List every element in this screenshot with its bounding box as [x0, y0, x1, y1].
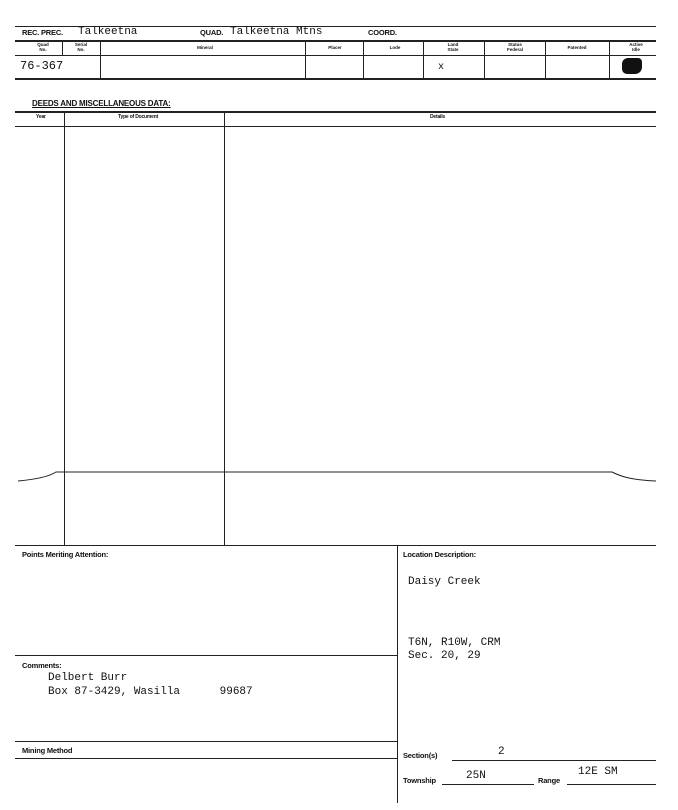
hdr-divider-1 — [62, 41, 63, 55]
col-year: Year — [36, 114, 46, 120]
hdr-divider-7 — [545, 41, 546, 78]
hdr-divider-5 — [423, 41, 424, 78]
mining-method-label: Mining Method — [22, 746, 73, 755]
col-serial-no: Serial No. — [74, 42, 88, 52]
points-bottom-rule — [15, 655, 397, 656]
hdr-divider-8 — [609, 41, 610, 78]
comments-bottom-rule — [15, 741, 397, 742]
township-underline — [442, 784, 534, 785]
coord-label: COORD. — [368, 28, 397, 37]
sections-underline — [452, 760, 656, 761]
location-section-line: Sec. 20, 29 — [408, 650, 481, 662]
comments-name: Delbert Burr — [48, 672, 128, 684]
comments-label: Comments: — [22, 661, 62, 670]
page-fold-curve — [0, 468, 678, 492]
col-mineral: Mineral — [197, 45, 213, 50]
deeds-bottom-rule — [15, 545, 656, 546]
col-quad-no: Quad No. — [37, 42, 49, 52]
header-bottom-rule — [15, 78, 656, 80]
col-placer: Placer — [328, 45, 342, 50]
rec-prec-label: REC. PREC. — [22, 28, 63, 37]
header-sub-rule — [15, 55, 656, 56]
quad-value: Talkeetna Mtns — [230, 26, 323, 38]
header-mid-rule — [15, 40, 656, 42]
hdr-divider-3 — [305, 41, 306, 78]
range-label: Range — [538, 776, 560, 785]
active-blot — [622, 58, 642, 74]
lower-center-divider — [397, 545, 398, 803]
col-status-federal: Status Federal — [506, 42, 523, 52]
range-underline — [567, 784, 656, 785]
location-township-line: T6N, R10W, CRM — [408, 637, 501, 649]
range-value: 12E SM — [578, 766, 618, 778]
quad-no-value: 76-367 — [20, 59, 64, 73]
land-state-mark: x — [438, 62, 445, 73]
location-place: Daisy Creek — [408, 576, 481, 588]
col-patented: Patented — [567, 45, 587, 50]
deeds-top-rule — [15, 111, 656, 113]
location-label: Location Description: — [403, 550, 476, 559]
township-label: Township — [403, 776, 436, 785]
sections-value: 2 — [498, 746, 505, 758]
col-lode: Lode — [389, 45, 401, 50]
hdr-divider-2 — [100, 41, 101, 78]
mining-method-rule — [15, 758, 397, 759]
quad-label: QUAD. — [200, 28, 224, 37]
hdr-divider-6 — [484, 41, 485, 78]
sections-label: Section(s) — [403, 751, 438, 760]
col-land-state: Land State — [447, 42, 459, 52]
comments-address: Box 87-3429, Wasilla 99687 — [48, 686, 253, 698]
col-details: Details — [430, 114, 445, 120]
hdr-divider-4 — [363, 41, 364, 78]
rec-prec-value: Talkeetna — [78, 26, 138, 38]
deeds-header-rule — [15, 126, 656, 127]
col-active-idle: Active Idle — [629, 42, 643, 52]
township-value: 25N — [466, 770, 486, 782]
points-label: Points Meriting Attention: — [22, 550, 109, 559]
deeds-title: DEEDS AND MISCELLANEOUS DATA: — [32, 99, 171, 108]
col-type-of-document: Type of Document — [118, 114, 159, 120]
